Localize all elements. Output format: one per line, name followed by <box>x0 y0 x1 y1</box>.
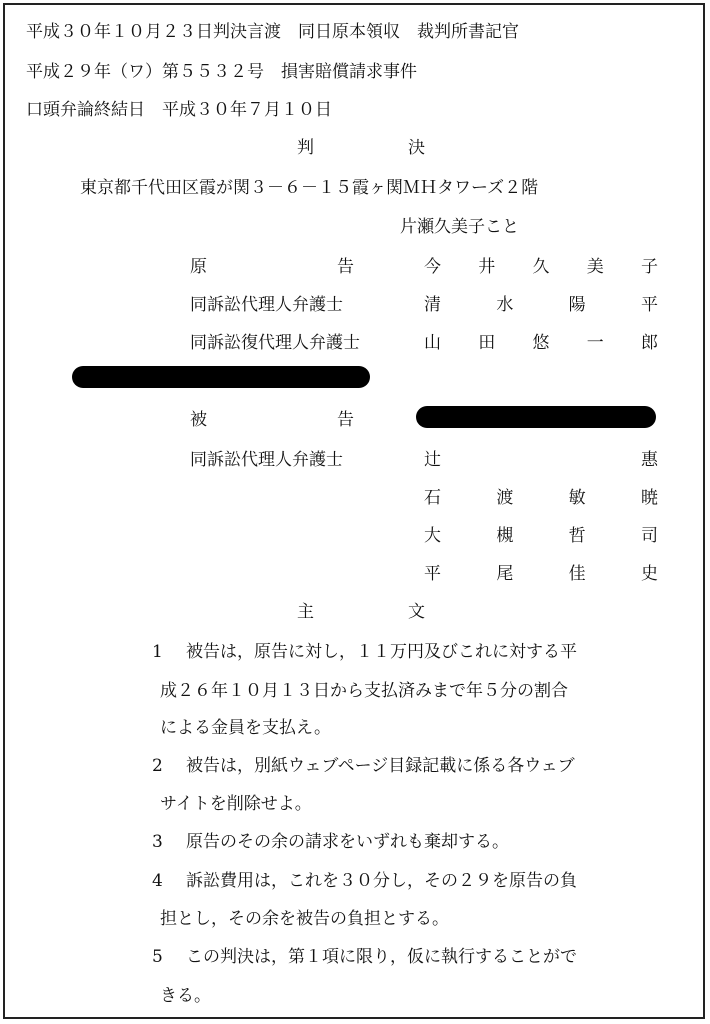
name-char: 暁 <box>640 488 658 508</box>
name-char: 子 <box>641 257 658 277</box>
role-char: 告 <box>337 257 354 277</box>
defendant-attorney-name <box>424 526 658 546</box>
name-char: 田 <box>478 333 496 353</box>
name-char: 大 <box>424 526 441 546</box>
role-char: 原 <box>190 257 207 277</box>
header-line-1: 平成３０年１０月２３日判決言渡 同日原本領収 裁判所書記官 <box>26 22 519 42</box>
name-char: 井 <box>478 257 496 277</box>
plaintiff-address: 東京都千代田区霞が関３－６－１５霞ヶ関ＭＨタワーズ２階 <box>80 178 539 198</box>
name-char: 哲 <box>568 526 586 546</box>
name-char: 平 <box>424 564 441 584</box>
heading-char: 文 <box>408 602 425 622</box>
title-char: 決 <box>408 138 425 158</box>
plaintiff-name <box>424 257 658 277</box>
redaction-bar <box>72 366 370 388</box>
name-char: 佳 <box>568 564 586 584</box>
item-line: きる。 <box>160 986 211 1006</box>
item-number: 3 <box>152 832 163 852</box>
main-text-heading <box>297 602 425 622</box>
plaintiff-sub-attorney-name <box>424 333 658 353</box>
item-line: 訴訟費用は，これを３０分し，その２９を原告の負 <box>186 871 577 891</box>
item-line: 被告は，別紙ウェブページ目録記載に係る各ウェブ <box>186 756 575 776</box>
header-line-3: 口頭弁論終結日 平成３０年７月１０日 <box>26 100 332 120</box>
role-char: 被 <box>190 410 207 430</box>
name-char: 渡 <box>496 488 514 508</box>
name-char: 平 <box>640 295 658 315</box>
heading-char: 主 <box>297 602 314 622</box>
name-char: 一 <box>586 333 604 353</box>
defendant-attorney-name <box>424 488 658 508</box>
title-char: 判 <box>297 138 314 158</box>
defendant-attorney-role: 同訴訟代理人弁護士 <box>190 450 343 470</box>
plaintiff-sub-attorney-role: 同訴訟復代理人弁護士 <box>190 333 360 353</box>
item-line: 原告のその余の請求をいずれも棄却する。 <box>186 832 509 852</box>
name-char: 惠 <box>641 450 658 470</box>
name-char: 清 <box>424 295 441 315</box>
item-number: 5 <box>152 947 163 967</box>
name-char: 陽 <box>568 295 586 315</box>
name-char: 尾 <box>496 564 514 584</box>
item-line: 担とし，その余を被告の負担とする。 <box>160 909 449 929</box>
name-char: 槻 <box>496 526 514 546</box>
name-char: 司 <box>640 526 658 546</box>
name-char: 辻 <box>424 450 441 470</box>
item-line: による金員を支払え。 <box>160 718 332 738</box>
judgment-title <box>297 138 425 158</box>
item-number: 4 <box>152 871 163 891</box>
item-line: この判決は，第１項に限り，仮に執行することがで <box>186 947 577 967</box>
name-char: 久 <box>532 257 550 277</box>
item-line: 成２６年１０月１３日から支払済みまで年５分の割合 <box>160 681 568 701</box>
item-number: 1 <box>152 642 163 662</box>
plaintiff-alias: 片瀬久美子こと <box>400 217 519 237</box>
defendant-role <box>190 410 354 430</box>
defendant-attorney-name <box>424 564 658 584</box>
name-char: 敏 <box>568 488 586 508</box>
plaintiff-attorney-name <box>424 295 658 315</box>
name-char: 美 <box>586 257 604 277</box>
item-number: 2 <box>152 756 163 776</box>
defendant-attorney-name <box>424 450 658 470</box>
item-line: 被告は，原告に対し，１１万円及びこれに対する平 <box>186 642 577 662</box>
role-char: 告 <box>337 410 354 430</box>
redaction-bar <box>416 406 656 428</box>
name-char: 水 <box>496 295 514 315</box>
name-char: 今 <box>424 257 441 277</box>
name-char: 史 <box>640 564 658 584</box>
name-char: 山 <box>424 333 441 353</box>
plaintiff-attorney-role: 同訴訟代理人弁護士 <box>190 295 343 315</box>
item-line: サイトを削除せよ。 <box>160 794 312 814</box>
plaintiff-role <box>190 257 354 277</box>
header-line-2: 平成２９年（ワ）第５５３２号 損害賠償請求事件 <box>26 62 417 82</box>
name-char: 郎 <box>641 333 658 353</box>
name-char: 悠 <box>532 333 550 353</box>
name-char: 石 <box>424 488 441 508</box>
